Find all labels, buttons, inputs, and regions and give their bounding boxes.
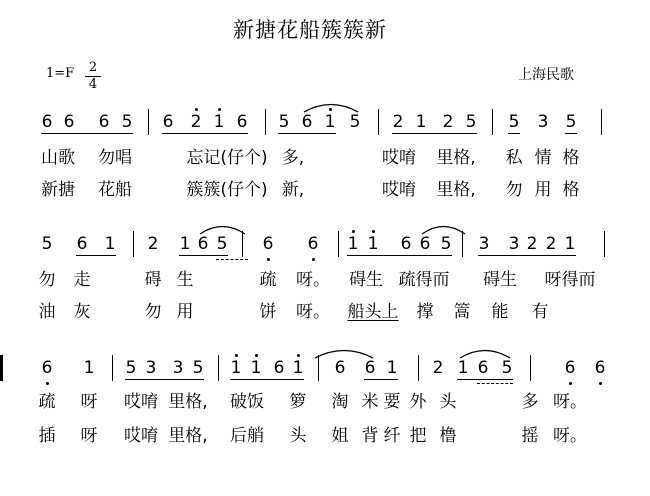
note-digit: 2 <box>147 234 159 254</box>
beam-underline <box>104 255 116 256</box>
note-digit: 5 <box>440 234 452 254</box>
note-digit: 6 <box>334 358 346 378</box>
beam-underline <box>427 133 442 134</box>
time-signature-denominator: 4 <box>88 77 98 92</box>
lyric-syllable: 生 <box>176 270 194 290</box>
beam-underline <box>538 255 545 256</box>
note-digit: 2 <box>545 234 557 254</box>
octave-down-dot <box>569 382 572 385</box>
note-digit: 1 <box>249 358 263 378</box>
note-digit: 3 <box>145 358 157 378</box>
beam-underline <box>440 255 452 256</box>
beam-underline <box>415 133 427 134</box>
beam-underline <box>490 255 508 256</box>
beam-underline <box>367 255 379 256</box>
beam-underline <box>242 379 250 380</box>
note-digit: 6 <box>563 358 577 378</box>
barline <box>133 231 134 257</box>
beam-underline <box>236 133 248 134</box>
note-digit: 6 <box>162 112 174 132</box>
notation-row <box>0 112 650 152</box>
lyric-syllable: 哎唷 <box>124 392 158 412</box>
lyric-syllable: 格 <box>562 180 580 200</box>
beam-underline <box>557 255 564 256</box>
slur-arc <box>199 223 246 235</box>
note-digit: 1 <box>323 112 337 132</box>
beam-underline <box>313 133 324 134</box>
beam-underline <box>230 379 242 380</box>
beam-underline <box>110 133 121 134</box>
note-digit: 1 <box>291 358 305 378</box>
note-digit: 1 <box>366 234 380 254</box>
beam-underline <box>419 255 431 256</box>
lyric-syllable: 走 <box>73 270 91 290</box>
lyric-syllable: 呀 <box>80 426 98 446</box>
note-digit: 5 <box>508 112 520 132</box>
lyric-syllable: 灰 <box>73 302 91 322</box>
beam-underline <box>379 255 400 256</box>
beam-underline <box>184 379 192 380</box>
lyric-syllable: 勿 <box>144 302 162 322</box>
lyric-syllable: 呀。 <box>553 426 587 446</box>
lyric-line-2 <box>0 302 650 342</box>
lyric-syllable: 米 <box>361 392 379 412</box>
beam-underline <box>465 133 477 134</box>
barline <box>492 109 493 135</box>
slur-arc <box>421 223 466 235</box>
lyric-syllable: 头 <box>289 426 307 446</box>
beam-underline <box>292 379 304 380</box>
beam-underline <box>301 133 313 134</box>
note-digit: 5 <box>501 358 513 378</box>
beam-underline <box>431 255 440 256</box>
lyric-syllable: 头 <box>439 392 457 412</box>
barline <box>148 109 149 135</box>
note-digit: 5 <box>465 112 477 132</box>
lyric-syllable: 疏 <box>259 270 277 290</box>
lyric-syllable: 有 <box>531 302 549 322</box>
note-digit: 5 <box>41 234 53 254</box>
lyric-syllable: 呀。 <box>296 302 330 322</box>
beam-underline <box>209 255 216 256</box>
beam-underline <box>469 379 477 380</box>
note-digit: 6 <box>419 234 431 254</box>
lyric-syllable: 用 <box>534 180 552 200</box>
beam-underline <box>526 255 538 256</box>
lyric-syllable: 哎唷 <box>124 426 158 446</box>
beam-underline <box>520 255 526 256</box>
beam-underline <box>478 255 490 256</box>
beam-underline <box>63 133 75 134</box>
beam-underline <box>225 133 236 134</box>
beam-underline <box>477 383 513 384</box>
note-digit: 2 <box>432 358 444 378</box>
song-title: 新搪花船簇簇新 <box>233 18 387 42</box>
lyric-syllable: 船头上 <box>347 302 399 322</box>
note-digit: 6 <box>197 234 209 254</box>
beam-underline <box>174 133 190 134</box>
lyric-syllable: 背 <box>361 426 379 446</box>
note-digit: 3 <box>508 234 520 254</box>
lyric-syllable: 勿 <box>38 270 56 290</box>
beam-underline <box>324 133 336 134</box>
lyric-syllable: 外 <box>409 392 427 412</box>
lyric-line-2 <box>0 180 650 220</box>
lyric-syllable: 哎唷 <box>382 148 416 168</box>
beam-underline <box>213 133 225 134</box>
lyric-syllable: 橹 <box>439 426 457 446</box>
lyric-syllable: 里格, <box>436 180 476 200</box>
note-digit: 6 <box>40 358 54 378</box>
note-digit: 5 <box>216 234 228 254</box>
note-digit: 1 <box>179 234 191 254</box>
lyric-syllable: 破饭 <box>230 392 264 412</box>
beam-underline <box>347 255 359 256</box>
beam-underline <box>376 379 386 380</box>
note-digit: 6 <box>261 234 275 254</box>
lyric-syllable: 用 <box>176 302 194 322</box>
beam-underline <box>477 379 489 380</box>
beam-underline <box>137 379 145 380</box>
note-digit: 1 <box>386 358 398 378</box>
beam-underline <box>162 133 174 134</box>
lyric-syllable: 忘记(仔个) <box>186 148 268 168</box>
note-digit: 2 <box>442 112 454 132</box>
note-digit: 5 <box>349 112 361 132</box>
beam-underline <box>190 133 202 134</box>
beam-underline <box>278 133 290 134</box>
octave-up-dot <box>255 354 258 357</box>
beam-underline <box>290 133 301 134</box>
beam-underline <box>121 133 133 134</box>
song-source: 上海民歌 <box>518 67 574 83</box>
octave-down-dot <box>599 382 602 385</box>
lyric-syllable: 里格, <box>168 392 208 412</box>
lyric-syllable: 碍 <box>144 270 162 290</box>
lyric-syllable: 能 <box>491 302 509 322</box>
notation-row <box>0 234 650 274</box>
lyric-syllable: 私 <box>505 148 523 168</box>
barline <box>265 109 266 135</box>
note-digit: 6 <box>76 234 88 254</box>
lyric-syllable: 里格, <box>436 148 476 168</box>
note-digit: 1 <box>415 112 427 132</box>
lyric-syllable: 姐 <box>331 426 349 446</box>
lyric-syllable: 摇 <box>521 426 539 446</box>
note-digit: 2 <box>392 112 404 132</box>
lyric-syllable: 疏 <box>38 392 56 412</box>
lyric-syllable: 油 <box>38 302 56 322</box>
beam-underline <box>98 133 110 134</box>
note-digit: 2 <box>189 112 203 132</box>
beam-underline <box>250 379 262 380</box>
barline <box>112 355 113 381</box>
barline <box>218 355 219 381</box>
beam-underline <box>216 255 228 256</box>
beam-underline <box>386 379 398 380</box>
lyric-syllable: 纤 <box>383 426 401 446</box>
lyric-syllable: 饼 <box>259 302 277 322</box>
lyric-syllable: 后艄 <box>230 426 264 446</box>
note-digit: 6 <box>273 358 285 378</box>
note-digit: 5 <box>565 112 577 132</box>
note-digit: 1 <box>212 112 226 132</box>
beam-underline <box>202 133 213 134</box>
note-digit: 6 <box>236 112 248 132</box>
note-digit: 1 <box>83 358 95 378</box>
lyric-syllable: 勿唱 <box>98 148 132 168</box>
beam-underline <box>145 379 157 380</box>
lyric-syllable: 插 <box>38 426 56 446</box>
note-digit: 5 <box>278 112 290 132</box>
time-signature-numerator: 2 <box>85 60 101 77</box>
beam-underline <box>192 379 204 380</box>
note-digit: 3 <box>172 358 184 378</box>
beam-underline <box>76 255 88 256</box>
octave-up-dot <box>218 108 221 111</box>
lyric-syllable: 淘 <box>331 392 349 412</box>
final-barline <box>0 355 3 381</box>
note-digit: 6 <box>41 112 53 132</box>
beam-underline <box>442 133 454 134</box>
lyric-syllable: 呀。 <box>553 392 587 412</box>
lyric-syllable: 新搪 <box>41 180 75 200</box>
beam-underline <box>179 255 191 256</box>
slur-arc <box>459 347 511 359</box>
lyric-syllable: 哎唷 <box>382 180 416 200</box>
barline <box>418 355 419 381</box>
slur-arc <box>314 347 374 359</box>
beam-underline <box>400 255 412 256</box>
beam-underline <box>172 379 184 380</box>
lyric-syllable: 箩 <box>289 392 307 412</box>
note-digit: 1 <box>346 234 360 254</box>
lyric-syllable: 多, <box>281 148 305 168</box>
beam-underline <box>359 255 367 256</box>
lyric-syllable: 勿 <box>505 180 523 200</box>
lyric-syllable: 簇簇(仔个) <box>186 180 268 200</box>
octave-down-dot <box>312 258 315 261</box>
beam-underline <box>545 255 557 256</box>
beam-underline <box>157 379 172 380</box>
octave-up-dot <box>195 108 198 111</box>
beam-underline <box>454 133 465 134</box>
octave-down-dot <box>267 258 270 261</box>
octave-up-dot <box>372 230 375 233</box>
beam-underline <box>564 255 576 256</box>
lyric-syllable: 呀 <box>80 392 98 412</box>
beam-underline <box>273 379 285 380</box>
beam-underline <box>41 133 53 134</box>
lyric-syllable: 格 <box>562 148 580 168</box>
beam-underline <box>53 133 63 134</box>
note-digit: 1 <box>457 358 469 378</box>
lyric-line-2 <box>0 426 650 466</box>
lyric-syllable: 碍生 <box>349 270 383 290</box>
note-digit: 3 <box>478 234 490 254</box>
beam-underline <box>489 379 501 380</box>
beam-underline <box>75 133 98 134</box>
lyric-syllable: 撑 <box>416 302 434 322</box>
note-digit: 6 <box>593 358 607 378</box>
beam-underline <box>364 379 376 380</box>
note-digit: 6 <box>301 112 313 132</box>
beam-underline <box>88 255 104 256</box>
note-digit: 6 <box>63 112 75 132</box>
note-digit: 6 <box>98 112 110 132</box>
lyric-syllable: 新, <box>281 180 305 200</box>
lyric-syllable: 多 <box>521 392 539 412</box>
lyric-syllable: 里格, <box>168 426 208 446</box>
beam-underline <box>404 133 415 134</box>
beam-underline <box>457 379 469 380</box>
lyric-syllable: 要 <box>383 392 401 412</box>
lyric-syllable: 情 <box>534 148 552 168</box>
note-digit: 6 <box>364 358 376 378</box>
beam-underline <box>565 133 577 134</box>
beam-underline <box>191 255 197 256</box>
lyric-syllable: 花船 <box>98 180 132 200</box>
beam-underline <box>412 255 419 256</box>
lyric-syllable: 碍生 <box>483 270 517 290</box>
slur-arc <box>303 101 359 113</box>
barline <box>338 231 339 257</box>
note-digit: 6 <box>306 234 320 254</box>
note-digit: 1 <box>229 358 243 378</box>
beam-underline <box>392 133 404 134</box>
beam-underline <box>197 255 209 256</box>
beam-underline <box>501 379 513 380</box>
lyric-syllable: 呀得而 <box>544 270 596 290</box>
barline <box>530 355 531 381</box>
beam-underline <box>262 379 273 380</box>
octave-up-dot <box>235 354 238 357</box>
beam-underline <box>508 133 520 134</box>
beam-underline <box>508 255 520 256</box>
octave-up-dot <box>352 230 355 233</box>
barline <box>604 231 605 257</box>
note-digit: 1 <box>564 234 576 254</box>
lyric-syllable: 山歌 <box>41 148 75 168</box>
beam-underline <box>285 379 292 380</box>
octave-up-dot <box>297 354 300 357</box>
note-digit: 5 <box>192 358 204 378</box>
barline <box>378 109 379 135</box>
lyric-syllable: 篙 <box>453 302 471 322</box>
barline <box>601 109 602 135</box>
note-digit: 6 <box>477 358 489 378</box>
note-digit: 1 <box>104 234 116 254</box>
note-digit: 6 <box>400 234 412 254</box>
lyric-syllable: 疏得而 <box>398 270 450 290</box>
beam-underline <box>216 259 248 260</box>
time-signature <box>85 60 101 93</box>
note-digit: 2 <box>526 234 538 254</box>
beam-underline <box>125 379 137 380</box>
note-digit: 5 <box>121 112 133 132</box>
key-signature: 1=F <box>46 66 75 81</box>
note-digit: 3 <box>537 112 549 132</box>
lyric-syllable: 呀。 <box>296 270 330 290</box>
octave-down-dot <box>46 382 49 385</box>
note-digit: 5 <box>125 358 137 378</box>
lyric-syllable: 把 <box>409 426 427 446</box>
